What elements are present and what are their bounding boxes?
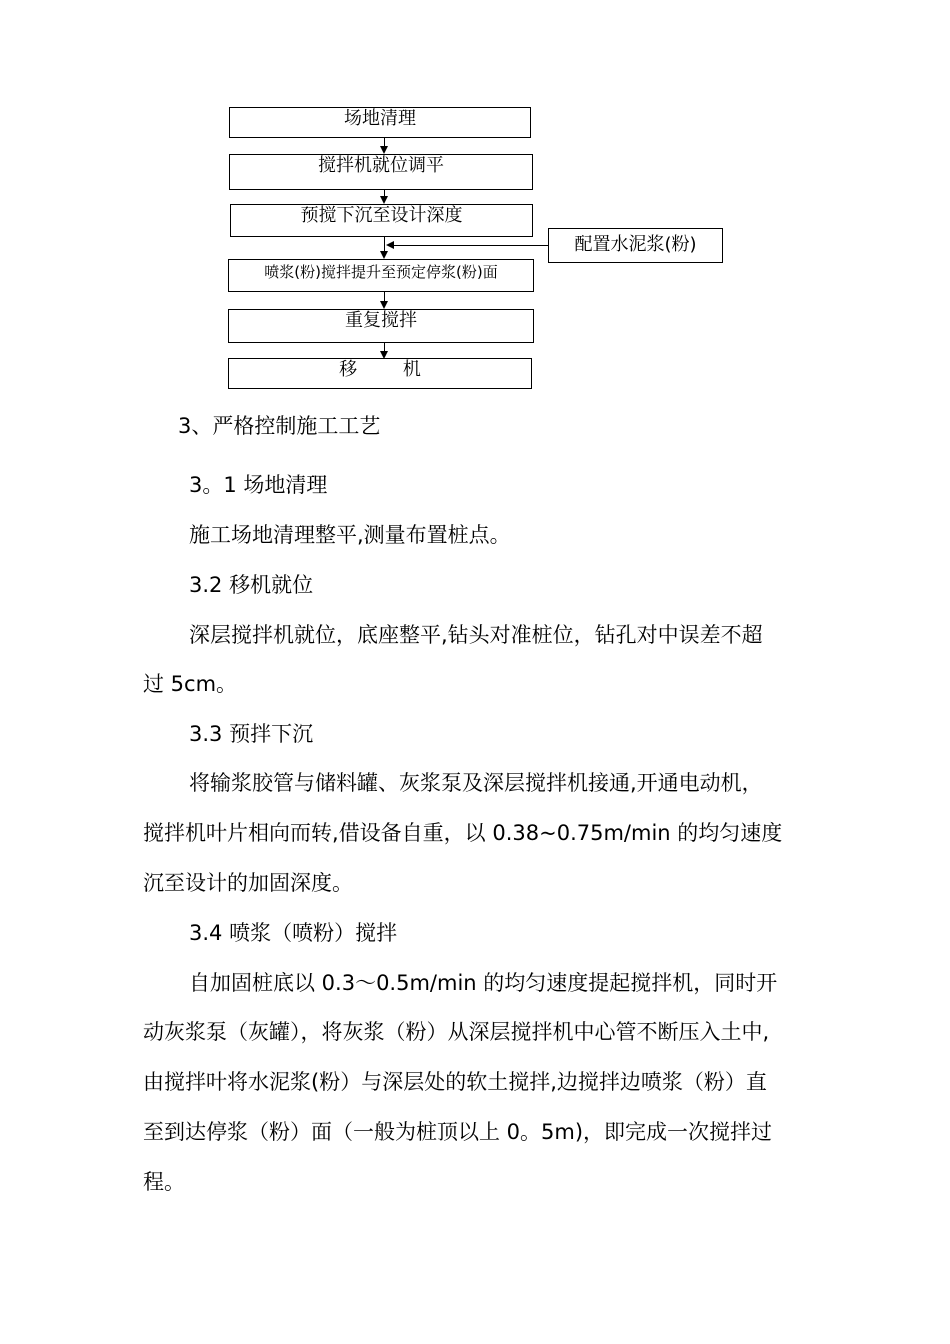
flow-step-label: 喷浆(粉)搅拌提升至预定停浆(粉)面 (264, 263, 498, 281)
paragraph-line: 至到达停浆（粉）面（一般为桩顶以上 0。5m)，即完成一次搅拌过 (143, 1120, 773, 1144)
flow-step-move-machine (228, 358, 532, 389)
paragraph: 施工场地清理整平,测量布置桩点。 (189, 523, 511, 547)
flow-step-repeat-mixing (228, 309, 534, 343)
flow-step-label: 预搅下沉至设计深度 (300, 205, 463, 226)
flow-side-connector (393, 245, 548, 246)
paragraph-line: 深层搅拌机就位，底座整平,钻头对准桩位，钻孔对中误差不超 (189, 623, 763, 647)
flow-arrow-icon (380, 146, 388, 154)
subsection-title-3-1: 3。1 场地清理 (189, 473, 328, 497)
flow-step-pre-mix-sink (230, 204, 533, 237)
flow-step-site-clearing (229, 107, 531, 138)
paragraph-line: 过 5cm。 (143, 672, 238, 696)
subsection-title-3-2: 3.2 移机就位 (189, 573, 314, 597)
flow-step-label: 搅拌机就位调平 (318, 155, 444, 176)
paragraph-line: 搅拌机叶片相向而转,借设备自重，以 0.38~0.75m/min 的均匀速度 (143, 821, 783, 845)
paragraph-line: 程。 (143, 1170, 185, 1194)
flow-arrow-icon (380, 196, 388, 204)
flow-step-label: 重复搅拌 (345, 310, 417, 331)
flow-step-spray-mix-lift (228, 259, 534, 292)
flow-side-input-cement-slurry (548, 228, 723, 263)
section-heading: 3、严格控制施工工艺 (178, 414, 381, 438)
flow-arrow-icon (380, 301, 388, 309)
flow-side-input-label: 配置水泥浆(粉) (574, 234, 697, 255)
subsection-title-3-4: 3.4 喷浆（喷粉）搅拌 (189, 921, 398, 945)
subsection-title-3-3: 3.3 预拌下沉 (189, 722, 314, 746)
flow-step-machine-leveling (229, 154, 533, 190)
paragraph-line: 动灰浆泵（灰罐），将灰浆（粉）从深层搅拌机中心管不断压入土中, (143, 1020, 770, 1044)
flow-step-label: 移 机 (339, 359, 421, 380)
paragraph-line: 将输浆胶管与储料罐、灰浆泵及深层搅拌机接通,开通电动机， (189, 771, 763, 795)
flow-step-label: 场地清理 (344, 108, 416, 129)
flow-connector (384, 237, 385, 252)
paragraph-line: 沉至设计的加固深度。 (143, 871, 353, 895)
paragraph-line: 自加固桩底以 0.3～0.5m/min 的均匀速度提起搅拌机，同时开 (189, 971, 778, 995)
paragraph-line: 由搅拌叶将水泥浆(粉）与深层处的软土搅拌,边搅拌边喷浆（粉）直 (143, 1070, 767, 1094)
flow-arrow-icon (380, 251, 388, 259)
flow-side-arrow-icon (386, 241, 394, 249)
